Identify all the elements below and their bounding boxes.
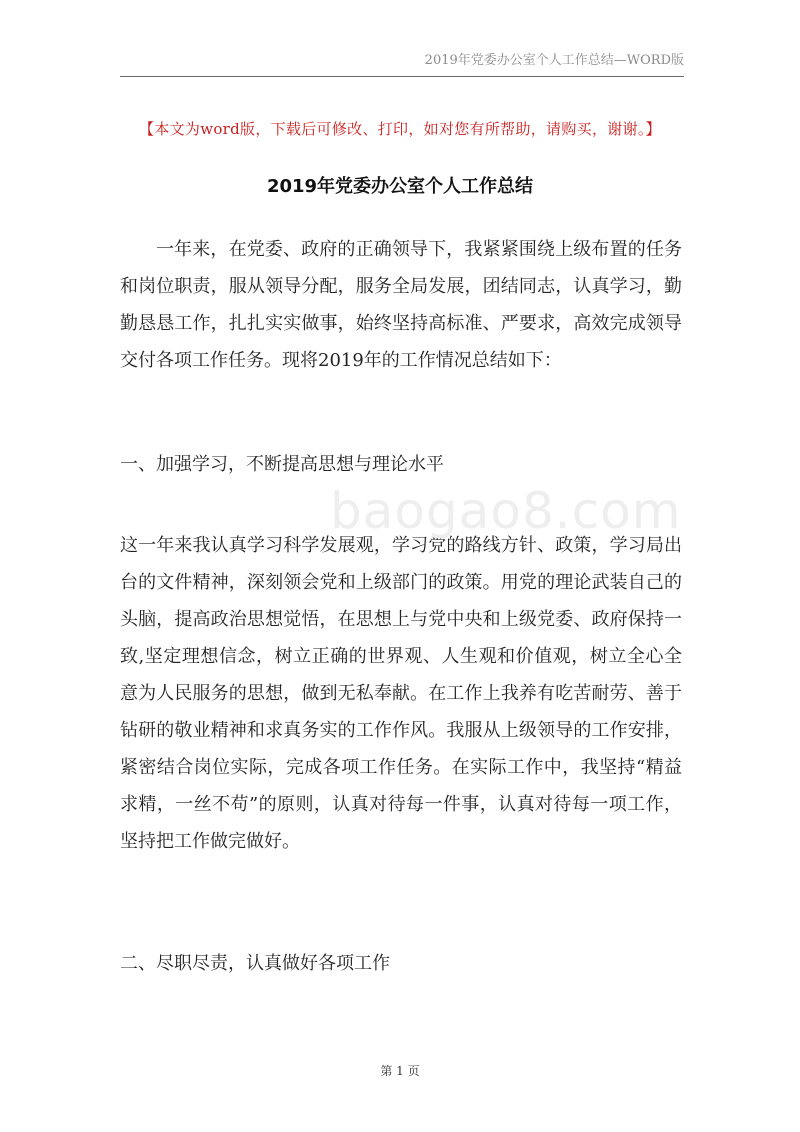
intro-paragraph: 一年来，在党委、政府的正确领导下，我紧紧围绕上级布置的任务和岗位职责，服从领导分配，服务全局发展，团结同志，认真学习，勤勤恳恳工作，扎扎实实做事，始终坚持高标准、严要求，高效完成领导交付各项工作任务。现将2019年的工作情况总结如下：: [120, 239, 682, 371]
page-header: 2019年党委办公室个人工作总结—WORD版: [120, 52, 684, 77]
section-heading-2: 二、尽职尽责，认真做好各项工作: [120, 953, 390, 974]
page-number: 第 1 页: [380, 1064, 420, 1078]
download-notice: 【本文为word版，下载后可修改、打印，如对您有所帮助，请购买，谢谢。】: [139, 120, 661, 138]
section-heading-1: 一、加强学习，不断提高思想与理论水平: [120, 454, 444, 475]
document-title: 2019年党委办公室个人工作总结: [266, 176, 534, 197]
section-paragraph-1: 这一年来我认真学习科学发展观，学习党的路线方针、政策，学习局出台的文件精神，深刻领会党和上级部门的政策。用党的理论武装自己的头脑，提高政治思想觉悟，在思想上与党中央和上级党委、政府保持一致,坚定理想信念，树立正确的世界观、人生观和价值观，树立全心全意为人民服务的思想，做到无私奉献。在工作上我养有吃苦耐劳、善于钻研的敬业精神和求真务实的工作作风。我服从上级领导的工作安排，紧密结合岗位实际，完成各项工作任务。在实际工作中，我坚持“精益求精，一丝不苟”的原则，认真对待每一件事，认真对待每一项工作，坚持把工作做完做好。: [120, 535, 682, 852]
watermark: baogao8.com: [330, 482, 682, 540]
